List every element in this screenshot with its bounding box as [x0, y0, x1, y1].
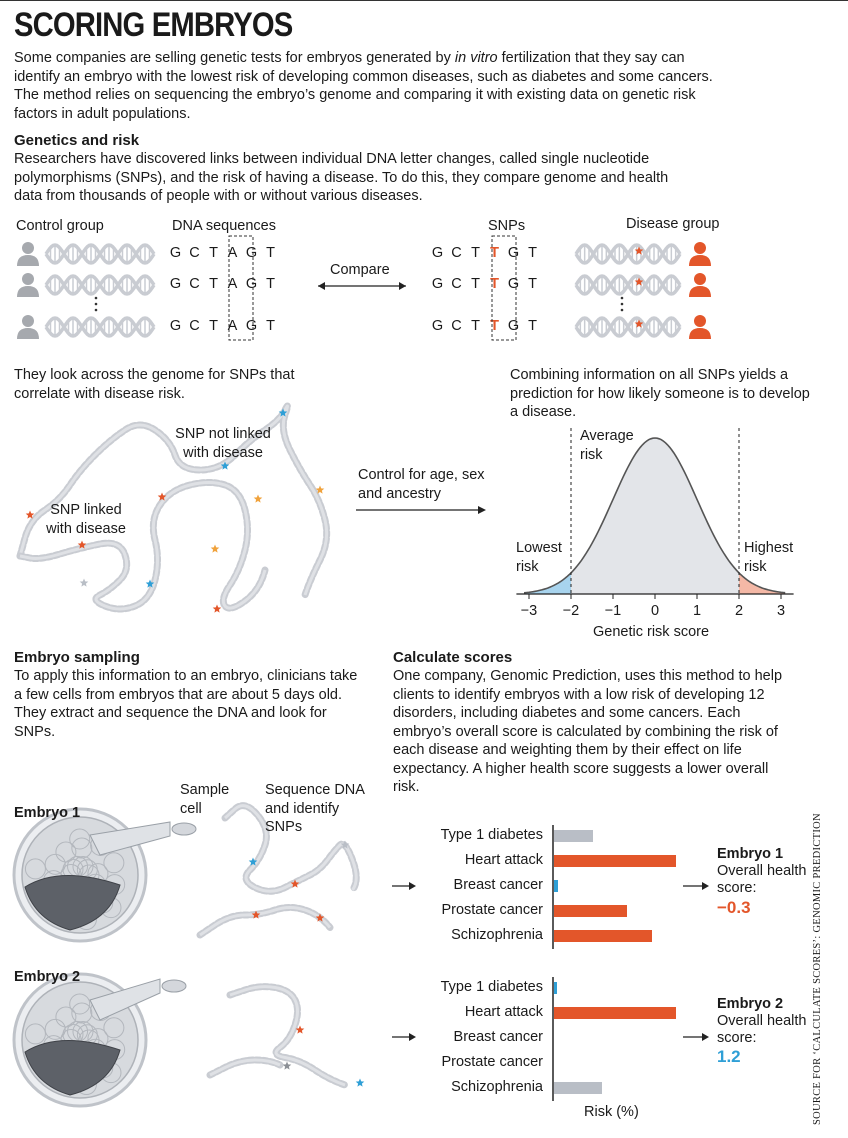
nucleotide: T [266, 276, 275, 292]
genetics-heading: Genetics and risk [14, 132, 140, 149]
arrowhead-icon [478, 506, 486, 514]
snp-star-icon [211, 545, 220, 553]
dna-helix-icon [46, 276, 154, 294]
intro-text: Some companies are selling genetic tests for embryos generated by in vitro fertilization that they say can identify an embryo with the lowest risk of developing common diseases, such as diabetes and some cancers. The method relies on sequencing the embryo’s genome and comparing it with existing data on genetic risk factors in adult populations. [14, 50, 713, 122]
average-risk-label: Average risk [580, 428, 634, 463]
scores-heading: Calculate scores [393, 649, 513, 666]
tick-label: 3 [776, 603, 786, 619]
dna-helix-icon [576, 276, 680, 294]
snp-star-icon [254, 495, 263, 503]
category-label: Breast cancer [453, 877, 543, 893]
lowest-risk-area [525, 573, 571, 594]
nucleotide: T [528, 245, 537, 261]
risk-bar [554, 905, 627, 917]
nucleotide: T [490, 318, 499, 334]
combine-text: Combining information on all SNPs yields a prediction for how likely someone is to develop a disease. [510, 367, 810, 420]
nucleotide: G [507, 245, 520, 261]
source-note: SOURCE FOR ‘CALCULATE SCORES’: GENOMIC PREDICTION [812, 813, 823, 1125]
snp-linked-label: SNP linked with disease [46, 502, 126, 537]
embryo2-score-label: Overall health score: [717, 1013, 807, 1046]
category-label: Prostate cancer [441, 1054, 543, 1070]
disease-person-icon [689, 273, 711, 297]
arrowhead-icon [702, 882, 709, 890]
nucleotide: T [471, 276, 480, 292]
category-label: Type 1 diabetes [440, 979, 543, 995]
sampling-heading: Embryo sampling [14, 649, 140, 666]
nucleotide: G [431, 245, 444, 261]
highest-risk-label: Highest risk [744, 540, 794, 575]
nucleotide: C [189, 245, 200, 261]
category-label: Type 1 diabetes [440, 827, 543, 843]
nucleotide: G [431, 276, 444, 292]
tick-label: −2 [562, 603, 580, 619]
nucleotide: C [189, 318, 200, 334]
embryo2-illustration [14, 974, 186, 1106]
highlight-box [492, 236, 516, 340]
genetics-text: Researchers have discovered links between individual DNA letter changes, called single nucleotide polymorphisms (SNPs), and the risk of having a disease. To do this, they compare genome and health data from thousands of people with or without various diseases. [14, 151, 669, 204]
ellipsis-dot [621, 303, 624, 306]
ellipsis-dot [95, 309, 98, 312]
nucleotide: T [266, 245, 275, 261]
highest-risk-area [739, 573, 785, 594]
nucleotide: T [528, 318, 537, 334]
risk-bar [554, 855, 676, 867]
nucleotide: T [490, 276, 499, 292]
sampling-text: To apply this information to an embryo, clinicians take a few cells from embryos that are about 5 days old. They extract and sequence the DNA and look for SNPs. [14, 668, 358, 740]
snp-star-icon [283, 1062, 292, 1070]
ellipsis-dot [95, 297, 98, 300]
control-for-label: Control for age, sex and ancestry [358, 467, 485, 502]
control-person-icon [17, 315, 39, 339]
sample-cell-label: Sample cell [180, 782, 230, 817]
category-label: Prostate cancer [441, 902, 543, 918]
sample-strand-icon [230, 987, 345, 1085]
highlight-box [229, 236, 253, 340]
nucleotide: A [227, 276, 238, 292]
nucleotide: A [227, 245, 238, 261]
risk-xlabel: Risk (%) [584, 1104, 639, 1120]
nucleotide: T [471, 245, 480, 261]
arrowhead-icon [399, 282, 406, 290]
sample-cell-icon [162, 980, 186, 992]
risk-bar [554, 1007, 676, 1019]
sample-strand-icon [210, 1060, 280, 1075]
category-label: Breast cancer [453, 1029, 543, 1045]
nucleotide: T [471, 318, 480, 334]
compare-label: Compare [330, 262, 390, 278]
dna-helix-icon [46, 245, 154, 263]
category-label: Schizophrenia [451, 927, 543, 943]
tick-label: 1 [692, 603, 702, 619]
nucleotide: G [431, 318, 444, 334]
nucleotide: G [245, 276, 258, 292]
tick-label: −3 [520, 603, 538, 619]
nucleotide: T [528, 276, 537, 292]
nucleotide: G [507, 276, 520, 292]
lowest-risk-label: Lowest risk [516, 540, 562, 575]
nucleotide: C [189, 276, 200, 292]
nucleotide: G [245, 245, 258, 261]
nucleotide: T [209, 318, 218, 334]
embryo1-score-value: −0.3 [717, 898, 751, 917]
ellipsis-dot [621, 297, 624, 300]
nucleotide: C [451, 245, 462, 261]
risk-bar [554, 830, 593, 842]
dna-helix-icon [46, 318, 154, 336]
nucleotide: G [169, 245, 182, 261]
nucleotide: A [227, 318, 238, 334]
arrowhead-icon [318, 282, 325, 290]
risk-bar [554, 982, 557, 994]
control-group-label: Control group [16, 218, 104, 234]
disease-person-icon [689, 242, 711, 266]
nucleotide: T [490, 245, 499, 261]
tick-label: 2 [734, 603, 744, 619]
snp-star-icon [213, 605, 222, 613]
embryo1-score-label: Overall health score: [717, 863, 807, 896]
genome-look-text: They look across the genome for SNPs that correlate with disease risk. [14, 367, 295, 402]
tick-label: 0 [650, 603, 660, 619]
risk-bar [554, 1082, 602, 1094]
embryo1-label: Embryo 1 [14, 805, 81, 821]
embryo1-illustration [14, 809, 196, 941]
embryo2-label: Embryo 2 [14, 969, 81, 985]
nucleotide: G [169, 318, 182, 334]
arrowhead-icon [702, 1033, 709, 1041]
nucleotide: G [245, 318, 258, 334]
dna-sequences-label: DNA sequences [172, 218, 276, 234]
embryo2-score-title: Embryo 2 [717, 996, 784, 1012]
distribution-xlabel: Genetic risk score [593, 624, 710, 640]
nucleotide: G [169, 276, 182, 292]
nucleotide: C [451, 276, 462, 292]
tick-label: −1 [604, 603, 622, 619]
sample-strand-icon [200, 908, 330, 936]
risk-bar [554, 930, 652, 942]
nucleotide: C [451, 318, 462, 334]
disease-person-icon [689, 315, 711, 339]
sequence-dna-label: Sequence DNA and identify SNPs [265, 782, 365, 835]
category-label: Heart attack [464, 1004, 543, 1020]
nucleotide: T [209, 276, 218, 292]
category-label: Heart attack [464, 852, 543, 868]
page-title: SCORING EMBRYOS [14, 6, 293, 44]
nucleotide: G [507, 318, 520, 334]
risk-bar [554, 880, 558, 892]
sample-cell-icon [172, 823, 196, 835]
snps-label: SNPs [488, 218, 526, 234]
snp-star-icon [80, 579, 89, 587]
nucleotide: T [209, 245, 218, 261]
nucleotide: T [266, 318, 275, 334]
snp-not-linked-label: SNP not linked with disease [175, 426, 271, 461]
ellipsis-dot [95, 303, 98, 306]
snp-star-icon [356, 1079, 365, 1087]
embryo2-score-value: 1.2 [717, 1047, 741, 1066]
disease-group-label: Disease group [626, 216, 720, 232]
control-person-icon [17, 273, 39, 297]
embryo1-score-title: Embryo 1 [717, 846, 784, 862]
ellipsis-dot [621, 309, 624, 312]
category-label: Schizophrenia [451, 1079, 543, 1095]
control-person-icon [17, 242, 39, 266]
scores-text: One company, Genomic Prediction, uses this method to help clients to identify embryos with a low risk of developing 12 disorders, including diabetes and some cancers. Each embryo’s overall score is calculated by combining the risk of each disease and weighting them by their effect on life expectancy. A higher health score suggests a lower overall risk. [393, 668, 783, 795]
dna-helix-icon [576, 318, 680, 336]
dna-helix-icon [576, 245, 680, 263]
